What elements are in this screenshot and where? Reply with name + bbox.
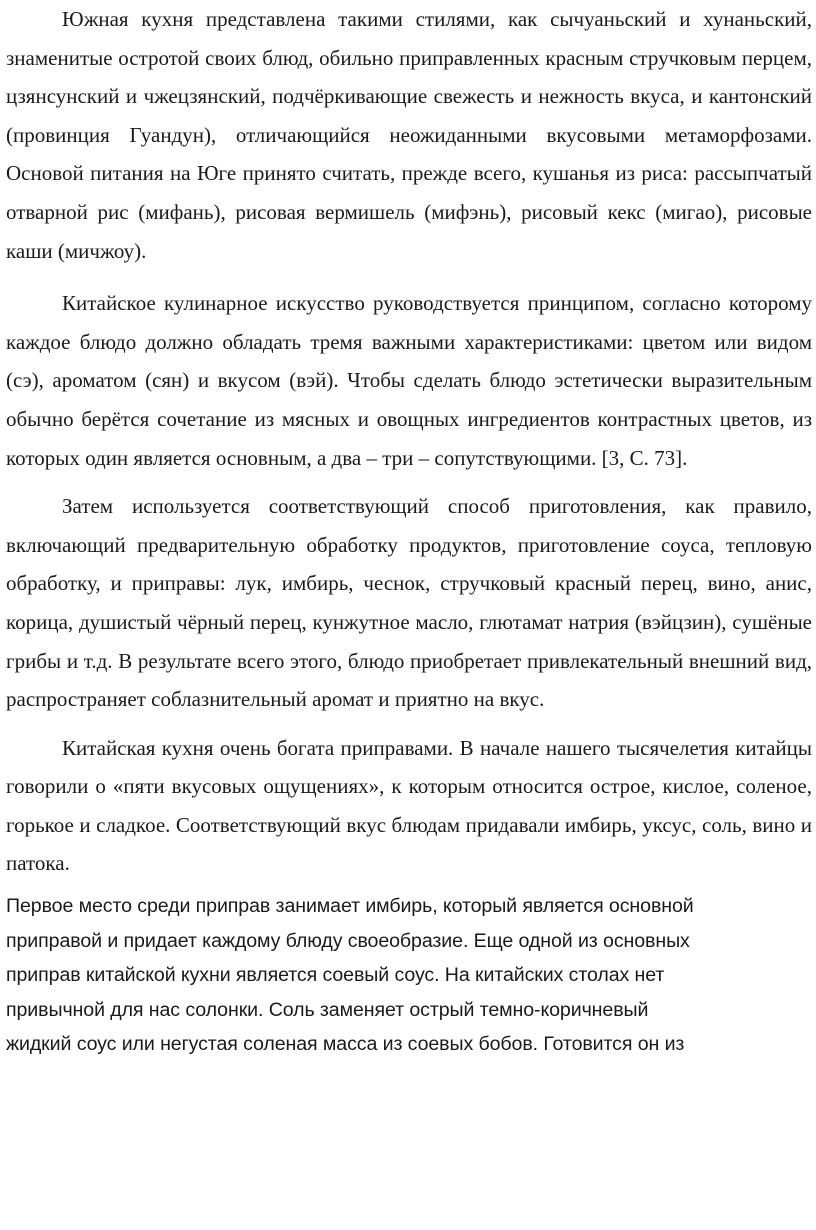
- paragraph-culinary-principle: Китайское кулинарное искусство руководствуется принципом, согласно которому каждое блюдо должно обладать тремя важными характеристиками: цветом или видом (сэ), ароматом (сян) и вкусом (вэй). Чтобы сделать блюдо эстетически выразительным обычно берётся сочетание из мясных и овощных ингредиентов контрастных цветов, из которых один является основным, а два – три – сопутствующими. [3, С. 73].: [6, 291, 812, 470]
- text-line: привычной для нас солонки. Соль заменяет острый темно-коричневый: [6, 998, 649, 1021]
- text-line: Первое место среди приправ занимает имбирь, который является основной: [6, 895, 694, 918]
- paragraph-cooking-method: Затем используется соответствующий способ приготовления, как правило, включающий предварительную обработку продуктов, приготовление соуса, тепловую обработку, и приправы: лук, имбирь, чеснок, стручковый красный перец, вино, анис, корица, душистый чёрный перец, кунжутное масло, глютамат натрия (вэйцзин), сушёные грибы и т.д. В результате всего этого, блюдо приобретает привлекательный внешний вид, распространяет соблазнительный аромат и приятно на вкус.: [6, 494, 812, 712]
- text-line: жидкий соус или негустая соленая масса из соевых бобов. Готовится он из: [6, 1033, 685, 1056]
- text-line: приправ китайской кухни является соевый соус. На китайских столах нет: [6, 964, 665, 987]
- text-line: приправой и придает каждому блюду своеобразие. Еще одной из основных: [6, 929, 690, 952]
- paragraph-southern-cuisine: Южная кухня представлена такими стилями, как сычуаньский и хунаньский, знаменитые остротой своих блюд, обильно приправленных красным стручковым перцем, цзянсунский и чжецзянский, подчёркивающие свежесть и нежность вкуса, и кантонский (провинция Гуандун), отличающийся неожиданными вкусовыми метаморфозами. Основой питания на Юге принято считать, прежде всего, кушанья из риса: рассыпчатый отварной рис (мифань), рисовая вермишель (мифэнь), рисовый кекс (мигао), рисовые каши (мичжоу).: [6, 7, 812, 263]
- paragraph-seasonings: Китайская кухня очень богата приправами. В начале нашего тысячелетия китайцы говорили о «пяти вкусовых ощущениях», к которым относится острое, кислое, соленое, горькое и сладкое. Соответствующий вкус блюдам придавали имбирь, уксус, соль, вино и патока.: [6, 735, 812, 876]
- paragraph-ginger-soy: [6, 889, 812, 1062]
